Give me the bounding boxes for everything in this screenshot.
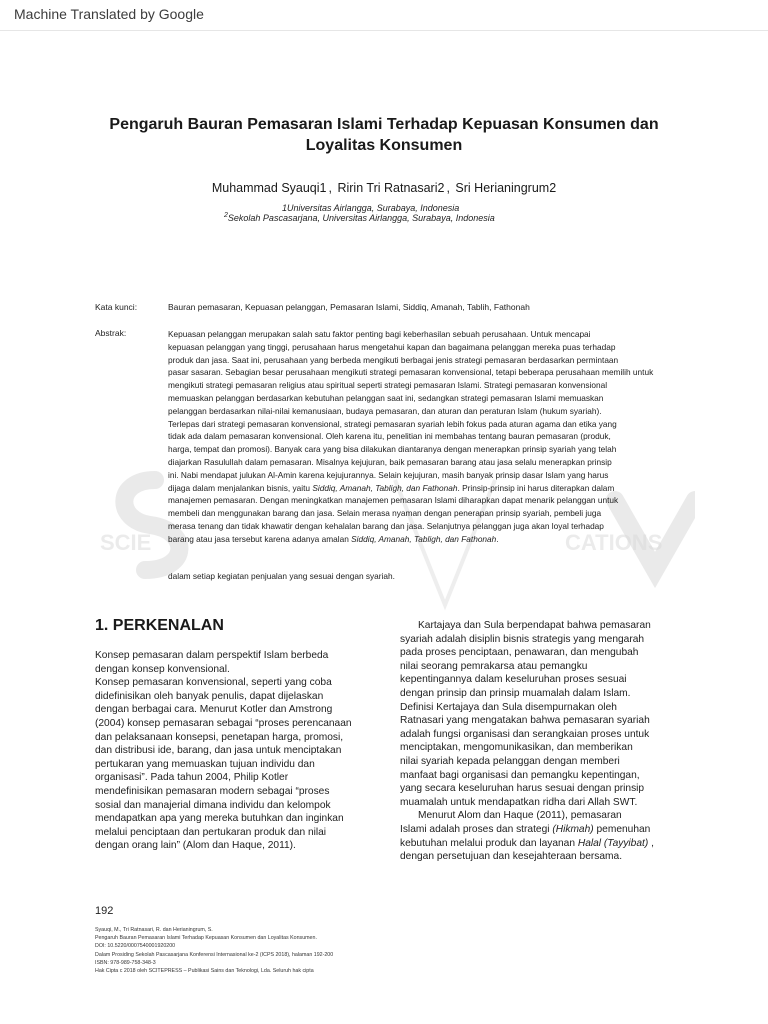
svg-text:CATIONS: CATIONS [565,530,663,555]
body-line: mendefinisikan pemasaran modern sebagai “proses [95,785,330,797]
body-line: menciptakan, mengomunikasikan, dan memberikan [400,742,633,754]
author-list: Muhammad Syauqi1 , Ririn Tri Ratnasari2 , Sri Herianingrum2 [211,181,557,195]
affiliation-2-text: Sekolah Pascasarjana, Universitas Airlangga, Surabaya, Indonesia [227,213,495,223]
title-line-2: Loyalitas Konsumen [305,137,463,154]
body-line: (2004) konsep pemasaran sebagai “proses perencanaan [95,717,352,729]
body-text: pemenuhan [593,823,651,835]
body-line: nilai syariah kepada pelanggan dengan memberi [400,755,620,767]
body-line: syariah adalah disiplin bisnis strategis yang mengarah [400,633,645,645]
body-line [400,823,690,837]
abstract-tail: dalam setiap kegiatan penjualan yang sesuai dengan syariah. [168,571,395,581]
affiliation-2-marker: 2 [224,212,228,219]
body-line: Kartajaya dan Sula berpendapat bahwa pemasaran [418,620,651,631]
body-line [400,837,690,851]
body-line: sosial dan manajerial dimana individu dan kelompok [95,799,331,811]
body-line: organisasi”. Pada tahun 2004, Philip Kotler [95,772,289,784]
body-line: Menurut Alom dan Haque (2011), pemasaran [418,810,622,822]
footer-line: DOI: 10.5220/0007540001920200 [95,943,176,950]
abstract-label: Abstrak: [95,328,127,338]
abstract-line: tidak ada dalam pemasaran konvensional. Oleh karena itu, penelitian ini membahas tentang bauran pemasaran (produk, [168,431,611,442]
body-italic: (Hikmah) [552,823,594,835]
abstract-line: pasar sasaran. Sebagian besar perusahaan mengikuti strategi pemasaran konvensional, tetapi beberapa perusahaan memilih untuk [168,367,654,378]
body-text: Islami adalah proses dan strategi [400,823,553,835]
abstract-text: . Prinsip-prinsip ini harus diterapkan dalam [457,482,615,493]
body-line: dan distribusi ide, barang, dan jasa untuk menciptakan [95,745,342,757]
footer-line: ISBN: 978-989-758-348-3 [95,959,156,966]
abstract-line: manajemen pemasaran. Dengan meningkatkan manajemen pemasaran Islami diharapkan dapat menarik pelanggan untuk [168,495,619,506]
affiliation-1: 1Universitas Airlangga, Surabaya, Indonesia [282,203,460,213]
abstract-line: produk dan jasa. Saat ini, perusahaan yang berbeda mengikuti berbagai jenis strategi pemasaran berdasarkan permintaan [168,354,619,365]
abstract-text: . [496,533,499,544]
footer-line: Pengaruh Bauran Pemasaran Islami Terhadap Kepuasan Konsumen dan Loyalitas Konsumen. [95,935,317,942]
translation-banner-label: Machine Translated by Google [14,6,204,22]
body-line: manfaat bagi organisasi dan pemangku kepentingan, [400,769,640,781]
body-text: , [648,837,654,849]
abstract-line: mengikuti strategi pemasaran religius atau spiritual seperti strategi pemasaran Islami. Strategi pemasaran konvensional [168,380,608,391]
body-text: kebutuhan melalui produk dan layanan [400,837,578,849]
abstract-line: pelanggan berdasarkan nilai-nilai kemanusiaan, budaya pemasaran, dan aturan dan peraturan Islam (hukum syariah). [168,405,602,416]
body-line: dengan persetujuan dan kesejahteraan bersama. [400,851,623,863]
abstract-line: membeli dan menggunakan barang dan jasa. Selain merasa nyaman dengan penerapan prinsip syariah, pembeli juga [168,508,602,519]
abstract-line: harga, tempat dan promosi). Banyak cara yang bisa dilakukan diantaranya dengan menerapkan prinsip syariah yang telah [168,444,617,455]
affiliation-2 [224,212,495,223]
abstract-body [168,328,713,546]
paper-title [60,114,708,156]
abstract-line: memuaskan pelanggan berdasarkan kebutuhan pelanggan saat ini, sedangkan strategi pemasaran Islami memuaskan [168,392,604,403]
body-line: dengan konsep konvensional. [95,663,230,675]
abstract-line [168,482,713,495]
body-line: mendapatkan apa yang mereka butuhkan dan inginkan [95,813,344,825]
author-1: Muhammad Syauqi1 [211,181,327,195]
right-column [400,619,690,864]
citation-footer [95,926,495,975]
body-line: Konsep pemasaran konvensional, seperti yang coba [95,677,332,689]
body-line: nilai seorang pemrakarsa atau pemangku [400,660,588,672]
footer-line: Hak Cipta c 2018 oleh SCITEPRESS – Publikasi Sains dan Teknologi, Lda. Seluruh hak cipta [95,968,314,975]
abstract-line: Terlepas dari strategi pemasaran konvensional, strategi pemasaran syariah lebih fokus pada aturan agama dan etika yang [168,418,617,429]
abstract-line: kepuasan pelanggan yang tinggi, perusahaan harus mengetahui kapan dan bagaimana pelanggan mereka puas terhadap [168,341,616,352]
abstract-text: barang atau jasa tersebut karena adanya amalan [168,533,352,544]
body-line: dan pelaksanaan konsepsi, penetapan harga, promosi, [95,731,344,743]
keywords-text: Bauran pemasaran, Kepuasan pelanggan, Pemasaran Islami, Siddiq, Amanah, Tablih, Fathonah [168,302,530,312]
body-italic: Halal (Tayyibat) [577,837,649,849]
body-line: muamalah untuk mendapatkan ridha dari Allah SWT. [400,796,638,808]
svg-text:SCIE: SCIE [100,530,152,555]
body-line: dengan berbagai cara. Menurut Kotler dan Amstrong [95,704,333,716]
body-line: kepentingannya dalam keseluruhan proses sesuai [400,674,627,686]
footer-line: Dalam Prosiding Sekolah Pascasarjana Konferensi Internasional ke-2 (ICPS 2018), halaman 192-200 [95,951,334,958]
section-heading: 1. PERKENALAN [95,617,224,634]
abstract-line [168,533,713,546]
page-number: 192 [95,905,114,917]
body-line: adalah fungsi organisasi dan serangkaian proses untuk [400,728,650,740]
body-line: Definisi Kertajaya dan Sula disempurnakan oleh [400,701,617,713]
keywords-label: Kata kunci: [95,302,138,312]
abstract-italic: Siddiq, Amanah, Tabligh, dan Fathonah [312,482,458,493]
body-line: Ratnasari yang mengatakan bahwa pemasaran syariah [400,715,650,727]
abstract-line: Kepuasan pelanggan merupakan salah satu faktor penting bagi keberhasilan sebuah perusahaan. Untuk mencapai [168,329,591,339]
body-line: dengan orang lain” (Alom dan Haque, 2011). [95,840,296,852]
title-line-1: Pengaruh Bauran Pemasaran Islami Terhadap Kepuasan Konsumen dan [109,116,659,133]
body-line: yang secara keseluruhan harus sesuai dengan prinsip [400,783,645,795]
abstract-line: ini. Nabi mendapat julukan Al-Amin karena kejujurannya. Selain kejujuran, masih banyak prinsip dasar Islam yang harus [168,469,609,480]
abstract-line: diajarkan Rasulullah dalam pemasaran. Misalnya kejujuran, baik pemasaran barang atau jasa selalu menerapkan prinsip [168,456,612,467]
body-line: Konsep pemasaran dalam perspektif Islam berbeda [95,650,329,661]
body-line: dengan prinsip dan prinsip muamalah dalam Islam. [400,687,631,699]
body-line: melalui penciptaan dan pertukaran produk dan nilai [95,826,327,838]
author-2: Ririn Tri Ratnasari2 [337,181,445,195]
body-line: pada proses penciptaan, penawaran, dan mengubah [400,647,639,659]
footer-line: Syauqi, M., Tri Ratnasari, R. dan Herianingrum, S. [95,927,213,933]
abstract-line: merasa tenang dan tidak khawatir dengan kehalalan barang dan jasa. Selanjutnya pelanggan juga akan loyal terhadap [168,520,604,531]
left-column [95,649,385,853]
body-line: didefinisikan oleh banyak penulis, dapat dijelaskan [95,690,324,702]
translation-banner [0,0,768,31]
abstract-text: dijaga dalam menjalankan bisnis, yaitu [168,482,313,493]
body-line: pertukaran yang memuaskan tujuan individu dan [95,758,315,770]
abstract-italic: Siddiq, Amanah, Tabligh, dan Fathonah [351,533,497,544]
author-3: Sri Herianingrum2 [455,181,557,195]
